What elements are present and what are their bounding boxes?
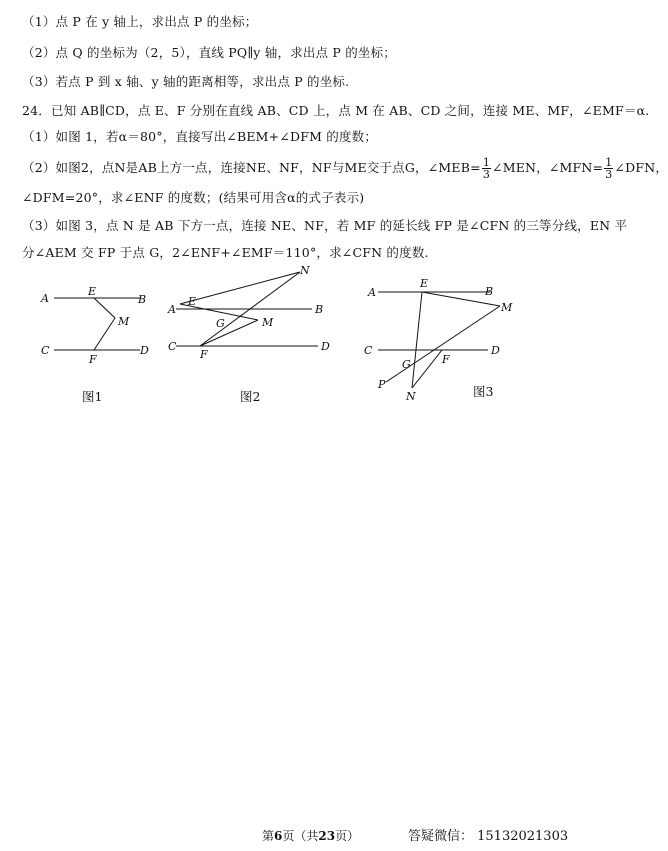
point-d-label: D — [140, 344, 149, 357]
page-number — [262, 827, 359, 844]
point-p-label: P — [378, 378, 386, 391]
point-b-label: B — [485, 285, 494, 298]
figure-2 — [160, 260, 360, 410]
fraction-2-num: 1 — [605, 156, 613, 169]
point-c-label: C — [364, 344, 373, 357]
q23-part1: （1）点 P 在 y 轴上，求出点 P 的坐标； — [22, 14, 258, 29]
q24-part1: （1）如图 1，若α＝80°，直接写出∠BEM+∠DFM 的度数； — [22, 129, 378, 144]
point-g-label: G — [216, 317, 225, 330]
q24-part2-line1 — [22, 157, 668, 180]
point-e-label: E — [420, 277, 429, 290]
point-c-label: C — [41, 344, 50, 357]
segment-en — [412, 292, 422, 388]
figure-1-caption: 图1 — [82, 389, 103, 404]
point-g-label: G — [402, 358, 411, 371]
contact-info: 答疑微信： 15132021303 — [408, 829, 569, 844]
point-f-label: F — [200, 348, 208, 361]
point-b-label: B — [138, 293, 147, 306]
point-n-label: N — [406, 390, 416, 403]
point-f-label: F — [442, 353, 450, 366]
segment-en — [180, 272, 300, 304]
point-e-label: E — [88, 285, 97, 298]
q24-part3-line2: 分∠AEM 交 FP 于点 G，2∠ENF+∠EMF＝110°，求∠CFN 的度数. — [22, 245, 429, 260]
segment-nf — [412, 350, 442, 388]
fraction-2-den: 3 — [605, 168, 613, 181]
q23-part3: （3）若点 P 到 x 轴、y 轴的距离相等，求出点 P 的坐标. — [22, 74, 350, 89]
fraction-1-den: 3 — [482, 168, 491, 181]
point-m-label: M — [118, 315, 130, 328]
figure-3 — [360, 270, 520, 410]
point-n-label: N — [300, 264, 310, 277]
point-d-label: D — [321, 340, 330, 353]
page-suffix: 页） — [335, 829, 360, 843]
q24-part2-line2: ∠DFM=20°，求∠ENF 的度数；(结果可用含α的式子表示) — [22, 190, 365, 205]
q24-part2-text-a: （2）如图2，点N是AB上方一点，连接NE、NF，NF与ME交于点G，∠MEB= — [22, 160, 481, 175]
figure-3-caption: 图3 — [473, 384, 494, 399]
point-b-label: B — [315, 303, 324, 316]
page-mid: 页（共 — [282, 829, 319, 843]
q24-stem: 24．已知 AB∥CD，点 E、F 分别在直线 AB、CD 上，点 M 在 AB、CD 之间，连接 ME、MF，∠EMF＝α. — [22, 103, 650, 118]
point-a-label: A — [41, 292, 49, 305]
q23-part2: （2）点 Q 的坐标为（2，5），直线 PQ∥y 轴，求出点 P 的坐标； — [22, 45, 397, 60]
polyline-emf — [94, 298, 115, 350]
point-c-label: C — [168, 340, 177, 353]
segment-fm — [200, 320, 258, 346]
point-a-label: A — [368, 286, 376, 299]
point-f-label: F — [89, 353, 97, 366]
point-m-label: M — [262, 316, 274, 329]
figure-2-caption: 图2 — [240, 389, 261, 404]
figure-3-diagram — [360, 270, 520, 410]
point-a-label: A — [168, 303, 176, 316]
point-d-label: D — [491, 344, 500, 357]
point-m-label: M — [501, 301, 513, 314]
fraction-1 — [482, 157, 491, 180]
page-prefix: 第 — [262, 829, 275, 843]
fraction-1-num: 1 — [482, 156, 491, 169]
page-current: 6 — [274, 829, 283, 843]
point-e-label: E — [188, 295, 197, 308]
q24-part3-line1: （3）如图 3，点 N 是 AB 下方一点，连接 NE、NF，若 MF 的延长线 FP 是∠CFN 的三等分线，EN 平 — [22, 218, 628, 233]
q24-part2-text-b: ∠MEN，∠MFN= — [492, 160, 604, 175]
page-total: 23 — [318, 829, 336, 843]
fraction-2 — [604, 157, 613, 180]
q24-part2-text-c: ∠DFN， — [614, 160, 668, 175]
